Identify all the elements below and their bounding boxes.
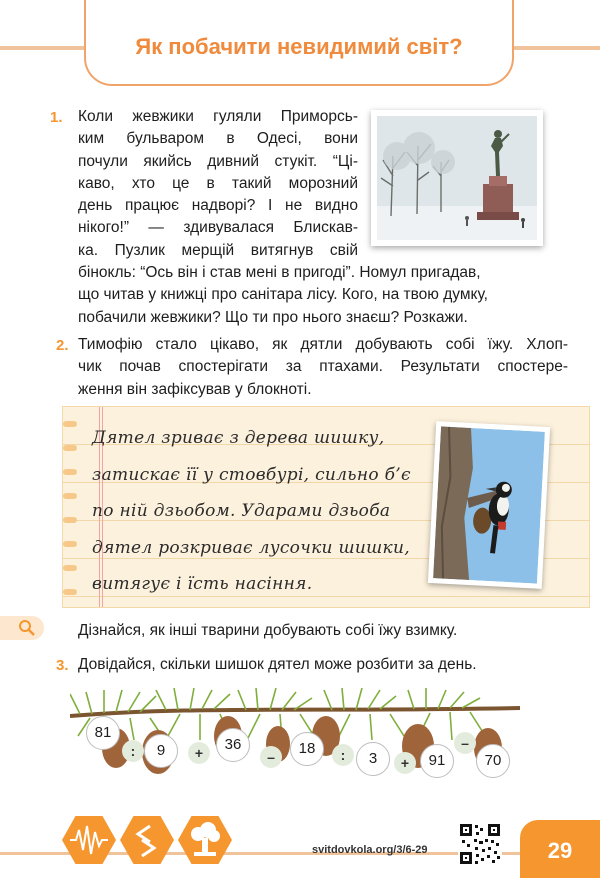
notebook-ring [63, 421, 77, 427]
extra-task-text: Дізнайся, як інші тварини добувають собі їжу взимку. [78, 622, 458, 639]
explosion-badge [178, 816, 232, 864]
website-link[interactable]: svitdovkola.org/3/6-29 [312, 844, 428, 856]
cone-number: 9 [144, 734, 178, 768]
less-greater-icon [120, 816, 174, 864]
notebook-ring [63, 517, 77, 523]
task-1-line: бінокль: “Ось він і став мені в пригоді”. Номул пригадав, [78, 264, 481, 281]
sound-wave-badge [62, 816, 116, 864]
cone-number: 18 [290, 732, 324, 766]
notebook-handwriting [92, 420, 432, 603]
task-1-line: що читав у книжці про санітара лісу. Кого, на твою думку, [78, 286, 488, 304]
woodpecker-illustration [433, 426, 545, 583]
notebook-line: витягує і їсть насіння. [92, 574, 313, 594]
qr-code-icon [458, 822, 502, 866]
task-1-line: побачили жевжики? Що ти про нього знаєш? Розкажи. [78, 308, 468, 326]
cone-number: 36 [216, 728, 250, 762]
task-1-line: почули якийсь дивний стукіт. “Ці- [78, 152, 358, 170]
notebook-ring [63, 469, 77, 475]
task-1-line: Коли жевжики гуляли Приморсь- [78, 108, 358, 125]
notebook-line: по ній дзьобом. Ударами дзьоба [92, 501, 391, 521]
operator: : [122, 740, 144, 762]
operator: + [188, 742, 210, 764]
page-title: Як побачити невидимий світ? [135, 34, 463, 59]
pine-branch-expression [70, 688, 520, 798]
winter-boulevard-illustration [377, 116, 537, 240]
odesa-boulevard-photo [371, 110, 543, 246]
notebook-ring [63, 589, 77, 595]
notebook-ring [63, 445, 77, 451]
explosion-icon [178, 816, 232, 864]
sound-wave-icon [62, 816, 116, 864]
task-2-line: ження він зафіксував у блокноті. [78, 380, 312, 398]
task-1-text-full [78, 262, 568, 329]
cone-number: 3 [356, 742, 390, 776]
operator: – [260, 746, 282, 768]
notebook-line: Дятел зриває з дерева шишку, [92, 428, 385, 448]
task-3-number: 3. [56, 657, 69, 674]
operator: – [454, 732, 476, 754]
task-2-line: чик почав спостерігати за птахами. Результати спостере- [78, 358, 568, 376]
notebook-line: затискає її у стовбурі, сильно б’є [92, 464, 411, 485]
task-2-text [78, 334, 568, 401]
task-1-line: ким бульваром в Одесі, вони [78, 130, 358, 148]
task-2-number: 2. [56, 337, 69, 354]
task-3-text: Довідайся, скільки шишок дятел може розбити за день. [78, 656, 477, 673]
magnifier-icon [18, 619, 36, 637]
page-number: 29 [547, 838, 573, 863]
operator: + [394, 752, 416, 774]
notebook-ring [63, 541, 77, 547]
task-1-text-short [78, 106, 358, 262]
extra-task-badge [0, 616, 44, 640]
compare-badge [120, 816, 174, 864]
cone-number: 91 [420, 744, 454, 778]
task-1-line: день працює надворі? І не видно [78, 197, 358, 215]
task-1-line: нікого!” — здивувалася Блискав- [78, 219, 358, 237]
cone-number: 81 [86, 716, 120, 750]
operator: : [332, 744, 354, 766]
notebook-line: дятел розкриває лусочки шишки, [92, 537, 410, 558]
woodpecker-photo [428, 421, 550, 589]
task-1-line: ка. Пузлик мерщій витягнув свій [78, 241, 358, 259]
task-1-line: каво, хто це в такий морозний [78, 174, 358, 192]
qr-code[interactable] [458, 822, 502, 866]
task-2-line: Тимофію стало цікаво, як дятли добувають собі їжу. Хлоп- [78, 336, 568, 353]
cone-number: 70 [476, 744, 510, 778]
task-1-number: 1. [50, 109, 63, 126]
notebook-ring [63, 493, 77, 499]
notebook-ring [63, 565, 77, 571]
